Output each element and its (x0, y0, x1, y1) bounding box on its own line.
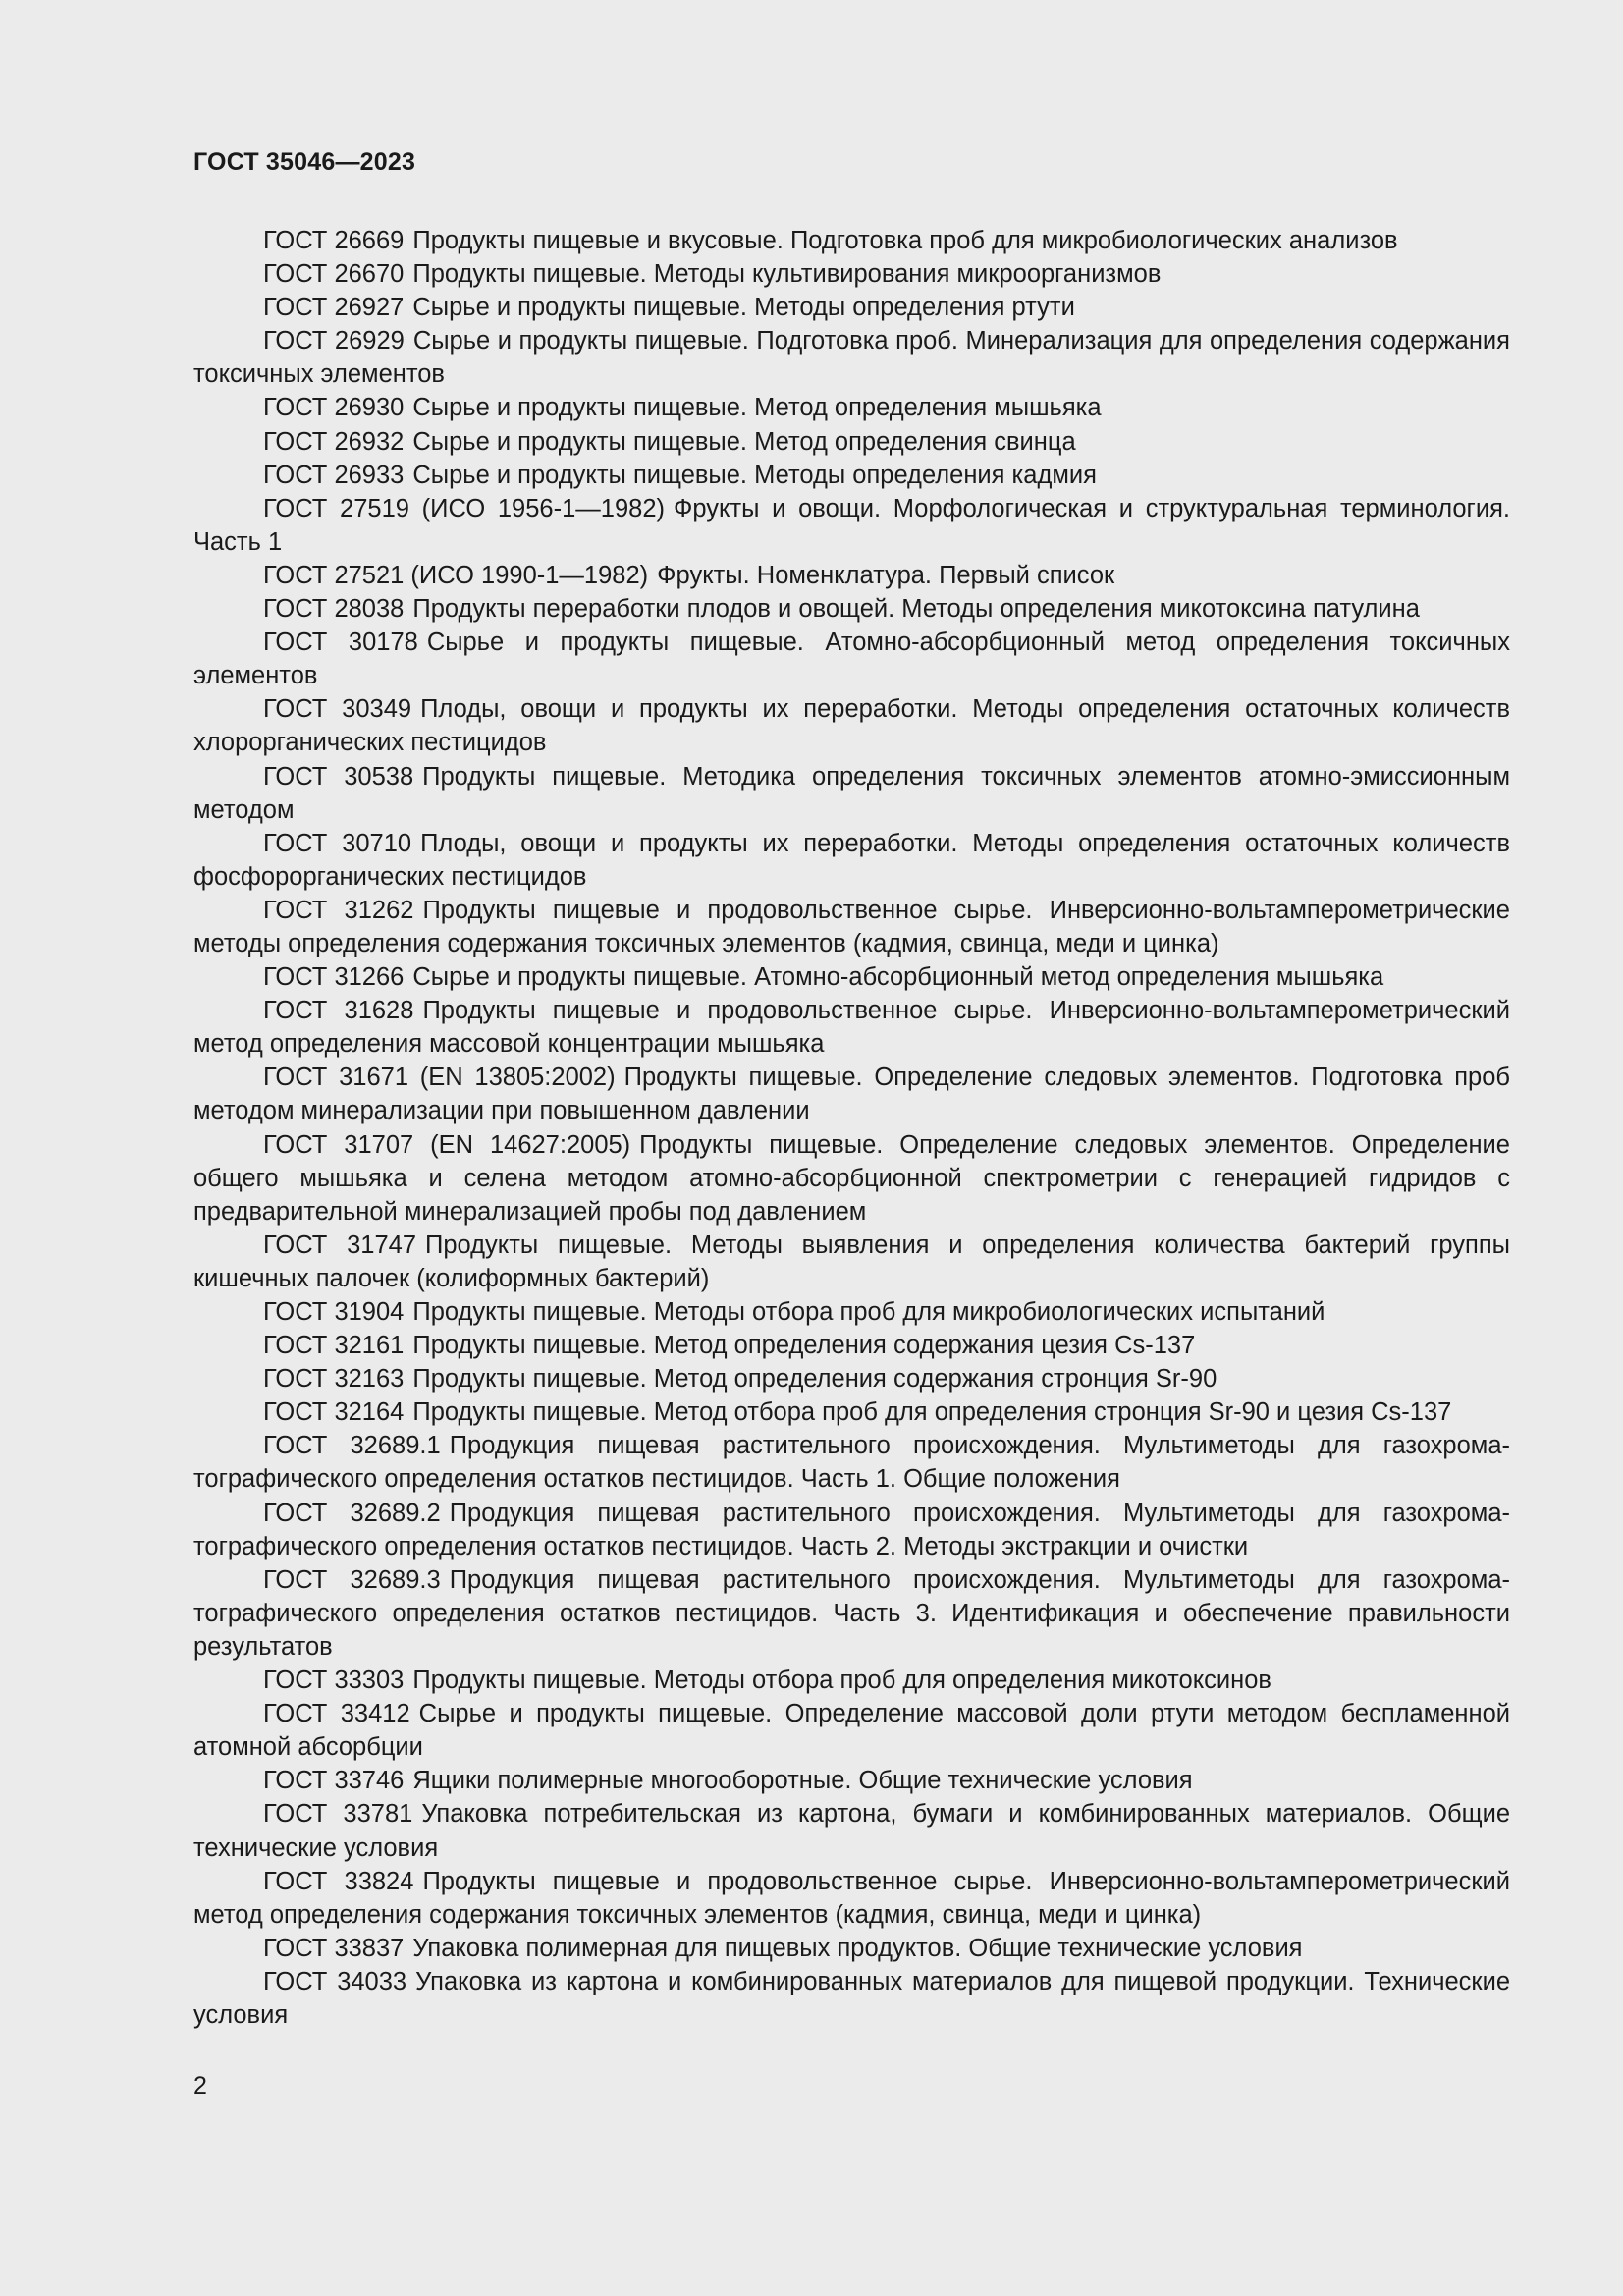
reference-code: ГОСТ 32689.3 (263, 1565, 441, 1594)
reference-entry (193, 592, 1510, 626)
reference-entry (193, 459, 1510, 492)
reference-title: Упаковка потребительская из картона, бумаги и комбинированных материалов. Общие технические условия (193, 1800, 1510, 1862)
reference-entry (193, 559, 1510, 592)
reference-entry (193, 760, 1510, 827)
reference-code: ГОСТ 31904 (263, 1298, 405, 1326)
reference-code: ГОСТ 33824 (263, 1867, 414, 1895)
reference-title: Фрукты и овощи. Морфологическая и структуральная терминология. Часть 1 (193, 494, 1510, 556)
reference-title: Ящики полимерные многооборотные. Общие технические условия (412, 1767, 1193, 1795)
reference-entry (193, 324, 1510, 391)
reference-code: ГОСТ 31671 (EN 13805:2002) (263, 1064, 616, 1092)
reference-code: ГОСТ 32161 (263, 1332, 405, 1360)
reference-entry (193, 1497, 1510, 1563)
reference-title: Продукты пищевые. Методика определения токсичных элементов атомно-эмиссионным методом (193, 762, 1510, 824)
reference-entry (193, 391, 1510, 424)
reference-title: Продукты пищевые. Метод определения содержания стронция Sr-90 (412, 1365, 1217, 1394)
reference-entry (193, 1563, 1510, 1664)
reference-entry (193, 1697, 1510, 1764)
reference-code: ГОСТ 33412 (263, 1700, 410, 1728)
reference-entry (193, 1797, 1510, 1864)
reference-entry (193, 1932, 1510, 1965)
normative-references-list (193, 224, 1510, 2032)
reference-entry (193, 1329, 1510, 1362)
reference-title: Продукты пищевые. Определение следовых элементов. Определение общего мышьяка и селена методом атомно-абсорбционной спектрометрии с генерацией гидридов с предварительной минерализацией пробы под давлением (193, 1130, 1510, 1226)
reference-entry (193, 1865, 1510, 1932)
reference-entry (193, 1764, 1510, 1797)
reference-entry (193, 827, 1510, 894)
reference-title: Сырье и продукты пищевые. Методы определения ртути (412, 294, 1075, 322)
reference-code: ГОСТ 32164 (263, 1398, 405, 1427)
reference-code: ГОСТ 26930 (263, 394, 405, 422)
reference-code: ГОСТ 34033 (263, 1967, 407, 1995)
reference-code: ГОСТ 26932 (263, 427, 405, 456)
reference-entry (193, 492, 1510, 559)
reference-code: ГОСТ 33781 (263, 1800, 413, 1829)
reference-code: ГОСТ 31628 (263, 997, 414, 1025)
reference-entry (193, 960, 1510, 994)
reference-entry (193, 1429, 1510, 1496)
reference-title: Продукты пищевые. Метод определения содержания цезия Cs-137 (412, 1332, 1196, 1360)
reference-title: Сырье и продукты пищевые. Определение массовой доли ртути методом беспламенной атомной абсорбции (193, 1700, 1510, 1762)
reference-entry (193, 1128, 1510, 1229)
reference-entry (193, 1295, 1510, 1329)
reference-title: Упаковка полимерная для пищевых продуктов. Общие технические условия (412, 1934, 1303, 1962)
reference-code: ГОСТ 27519 (ИСО 1956-1—1982) (263, 494, 665, 522)
reference-title: Продукты переработки плодов и овощей. Методы определения микотоксина патулина (412, 595, 1420, 624)
reference-title: Сырье и продукты пищевые. Метод определения свинца (412, 427, 1076, 456)
reference-code: ГОСТ 28038 (263, 595, 405, 624)
reference-title: Продукты пищевые. Методы выявления и определения количества бактерий группы кишечных палочек (колиформных бактерий) (193, 1230, 1511, 1292)
reference-title: Сырье и продукты пищевые. Подготовка проб. Минерализация для определения содержания токсичных элементов (193, 327, 1510, 389)
reference-code: ГОСТ 30178 (263, 629, 418, 657)
reference-title: Плоды, овощи и продукты их переработки. Методы определения остаточных количеств фосфорорганических пестицидов (193, 829, 1510, 891)
reference-title: Продукты пищевые. Определение следовых элементов. Подготовка проб методом минерализации при повышенном давлении (193, 1064, 1510, 1125)
reference-entry (193, 1965, 1510, 2032)
reference-code: ГОСТ 31707 (EN 14627:2005) (263, 1130, 631, 1159)
reference-title: Сырье и продукты пищевые. Метод определения мышьяка (412, 394, 1102, 422)
reference-code: ГОСТ 31262 (263, 896, 414, 924)
reference-entry (193, 224, 1510, 257)
reference-title: Упаковка из картона и комбинированных материалов для пищевой продукции. Технические условия (193, 1967, 1510, 2029)
reference-entry (193, 257, 1510, 291)
reference-code: ГОСТ 33837 (263, 1934, 405, 1962)
reference-title: Продукты пищевые. Метод отбора проб для определения стронция Sr-90 и цезия Cs-137 (412, 1398, 1452, 1427)
reference-entry (193, 425, 1510, 459)
reference-code: ГОСТ 30710 (263, 829, 412, 857)
reference-title: Сырье и продукты пищевые. Атомно-абсорбционный метод определения токсичных элементов (193, 629, 1510, 690)
reference-title: Продукты пищевые и вкусовые. Подготовка проб для микробиологических анализов (412, 227, 1398, 254)
reference-code: ГОСТ 31747 (263, 1230, 417, 1259)
reference-code: ГОСТ 26929 (263, 327, 405, 355)
reference-title: Продукты пищевые. Методы отбора проб для микробиологических испытаний (412, 1298, 1325, 1326)
reference-title: Фрукты. Номенклатура. Первый список (657, 561, 1115, 589)
reference-code: ГОСТ 26669 (263, 227, 405, 254)
page-number: 2 (193, 2072, 207, 2100)
reference-entry (193, 894, 1510, 960)
reference-entry (193, 1229, 1510, 1295)
reference-title: Продукты пищевые. Методы отбора проб для определения микотоксинов (412, 1667, 1271, 1695)
reference-entry (193, 1061, 1510, 1127)
reference-title: Продукты пищевые и продовольственное сырье. Инверсионно-вольтамперометрические методы определения содержания токсичных элементов (кадмия, свинца, меди и цинка) (193, 896, 1510, 957)
reference-title: Сырье и продукты пищевые. Атомно-абсорбционный метод определения мышьяка (412, 963, 1384, 992)
reference-entry (193, 994, 1510, 1061)
reference-title: Продукты пищевые и продовольственное сырье. Инверсионно-вольтамперометрический метод определения содержания токсичных элементов (кадмия, свинца, меди и цинка) (193, 1867, 1510, 1929)
reference-title: Плоды, овощи и продукты их переработки. Методы определения остаточных количеств хлорорганических пестицидов (193, 695, 1510, 757)
document-code-header: ГОСТ 35046—2023 (193, 148, 416, 176)
reference-code: ГОСТ 31266 (263, 963, 405, 992)
reference-title: Продукция пищевая растительного происхождения. Мультиметоды для газохроматографического определения остатков пестицидов. Часть 1. Общие положения (193, 1432, 1510, 1494)
reference-code: ГОСТ 30349 (263, 695, 412, 724)
reference-entry (193, 1395, 1510, 1429)
reference-title: Сырье и продукты пищевые. Методы определения кадмия (412, 461, 1097, 489)
reference-entry (193, 1664, 1510, 1697)
reference-code: ГОСТ 32689.2 (263, 1499, 441, 1527)
reference-title: Продукция пищевая растительного происхождения. Мультиметоды для газохроматографического определения остатков пестицидов. Часть 3. Идентификация и обеспечение правильности результатов (193, 1565, 1510, 1661)
reference-title: Продукты пищевые. Методы культивирования микроорганизмов (412, 260, 1162, 289)
reference-entry (193, 626, 1510, 692)
reference-entry (193, 692, 1510, 759)
reference-code: ГОСТ 33746 (263, 1767, 405, 1795)
reference-code: ГОСТ 32689.1 (263, 1432, 441, 1460)
reference-code: ГОСТ 27521 (ИСО 1990-1—1982) (263, 561, 649, 589)
reference-code: ГОСТ 26933 (263, 461, 405, 489)
reference-code: ГОСТ 26670 (263, 260, 405, 289)
reference-code: ГОСТ 30538 (263, 762, 414, 791)
reference-entry (193, 1362, 1510, 1395)
reference-entry (193, 291, 1510, 324)
reference-title: Продукция пищевая растительного происхождения. Мультиметоды для газохроматографического определения остатков пестицидов. Часть 2. Методы экстракции и очистки (193, 1499, 1510, 1560)
reference-code: ГОСТ 33303 (263, 1667, 405, 1695)
reference-title: Продукты пищевые и продовольственное сырье. Инверсионно-вольтамперометрический метод определения массовой концентрации мышьяка (193, 997, 1510, 1059)
reference-code: ГОСТ 26927 (263, 294, 405, 322)
reference-code: ГОСТ 32163 (263, 1365, 405, 1394)
